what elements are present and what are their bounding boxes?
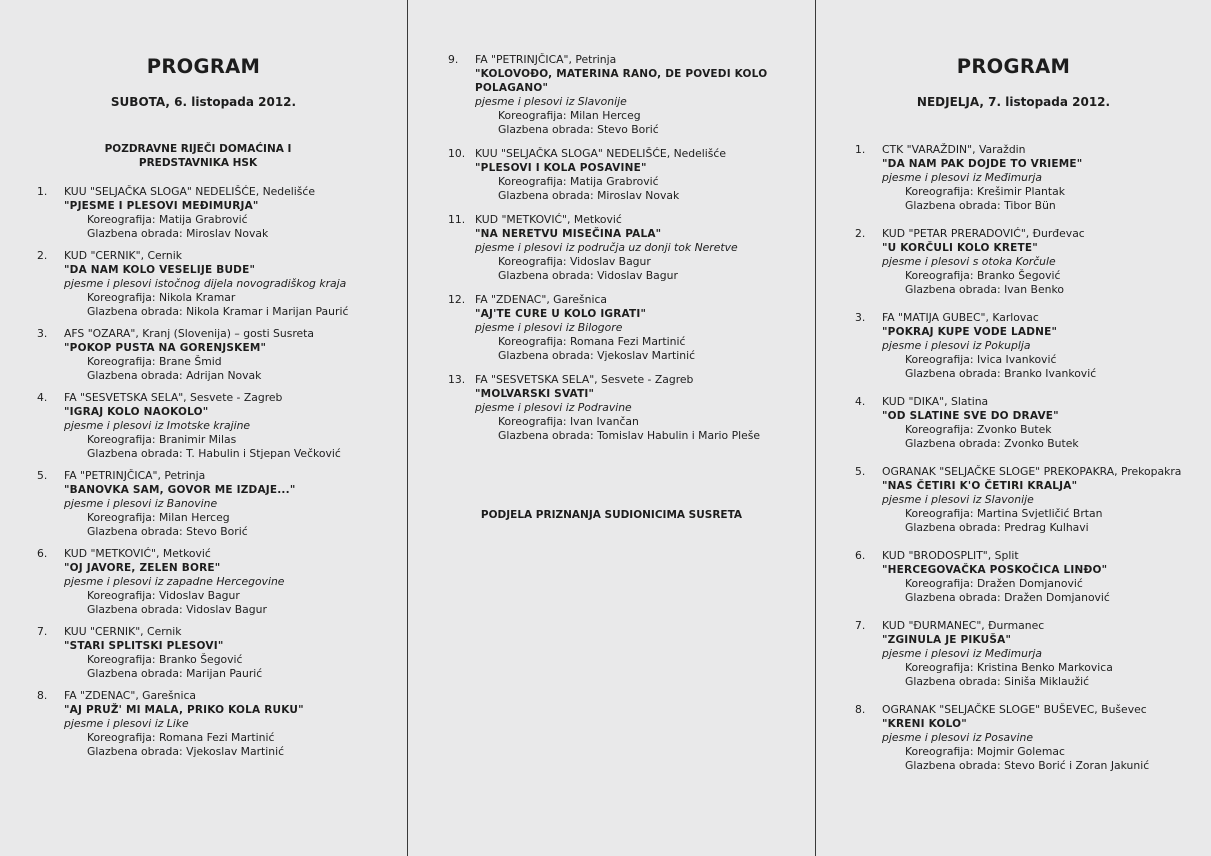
choreography-credit: Koreografija: Zvonko Butek bbox=[905, 423, 1052, 436]
entry-number: 2. bbox=[855, 227, 866, 240]
music-credit: Glazbena obrada: Stevo Borić bbox=[87, 525, 248, 538]
entry-number: 13. bbox=[448, 373, 466, 386]
music-credit: Glazbena obrada: Marijan Paurić bbox=[87, 667, 263, 680]
entry-number: 6. bbox=[37, 547, 48, 560]
ensemble-name: CTK "VARAŽDIN", Varaždin bbox=[882, 143, 1026, 156]
entry-number: 6. bbox=[855, 549, 866, 562]
ensemble-name: KUD "PETAR PRERADOVIĆ", Đurđevac bbox=[882, 227, 1085, 240]
music-credit: Glazbena obrada: Vjekoslav Martinić bbox=[498, 349, 696, 362]
performance-description: pjesme i plesovi iz Podravine bbox=[475, 401, 632, 414]
program-entry bbox=[855, 227, 1202, 297]
program-entry bbox=[855, 549, 1202, 605]
ensemble-name: KUU "SELJAČKA SLOGA" NEDELIŠĆE, Nedelišće bbox=[475, 147, 726, 160]
entry-number: 2. bbox=[37, 249, 48, 262]
choreography-credit: Koreografija: Nikola Kramar bbox=[87, 291, 236, 304]
performance-title: "POKOP PUSTA NA GORENJSKEM" bbox=[64, 342, 267, 354]
performance-title: "U KORČULI KOLO KRETE" bbox=[882, 242, 1038, 254]
program-list bbox=[37, 185, 404, 767]
saturday-panel bbox=[0, 0, 407, 856]
entry-number: 5. bbox=[37, 469, 48, 482]
ensemble-name: KUD "CERNIK", Cernik bbox=[64, 249, 182, 262]
entry-number: 8. bbox=[855, 703, 866, 716]
choreography-credit: Koreografija: Milan Herceg bbox=[498, 109, 641, 122]
performance-description: pjesme i plesovi iz Slavonije bbox=[475, 95, 627, 108]
performance-description: pjesme i plesovi iz Banovine bbox=[64, 497, 218, 510]
program-entry bbox=[37, 249, 404, 319]
choreography-credit: Koreografija: Vidoslav Bagur bbox=[498, 255, 651, 268]
ensemble-name: FA "PETRINJČICA", Petrinja bbox=[64, 469, 206, 482]
entry-number: 12. bbox=[448, 293, 466, 306]
ensemble-name: KUD "METKOVIĆ", Metković bbox=[64, 547, 211, 560]
performance-title: "NAS ČETIRI K'O ČETIRI KRALJA" bbox=[882, 480, 1078, 492]
ensemble-name: FA "MATIJA GUBEC", Karlovac bbox=[882, 311, 1039, 324]
choreography-credit: Koreografija: Matija Grabrović bbox=[87, 213, 248, 226]
performance-title: "AJ'TE CURE U KOLO IGRATI" bbox=[475, 308, 647, 320]
ensemble-name: KUD "ĐURMANEC", Đurmanec bbox=[882, 619, 1045, 632]
entry-number: 3. bbox=[855, 311, 866, 324]
performance-description: pjesme i plesovi iz Posavine bbox=[882, 731, 1034, 744]
choreography-credit: Koreografija: Mojmir Golemac bbox=[905, 745, 1065, 758]
ensemble-name: FA "SESVETSKA SELA", Sesvete - Zagreb bbox=[64, 391, 283, 404]
entry-number: 1. bbox=[37, 185, 48, 198]
program-entry bbox=[855, 143, 1202, 213]
entry-number: 4. bbox=[37, 391, 48, 404]
choreography-credit: Koreografija: Ivan Ivančan bbox=[498, 415, 639, 428]
date-line: SUBOTA, 6. listopada 2012. bbox=[110, 95, 297, 109]
ensemble-name: OGRANAK "SELJAČKE SLOGE" PREKOPAKRA, Prekopakra bbox=[882, 465, 1182, 478]
ensemble-name: KUD "DIKA", Slatina bbox=[882, 395, 989, 408]
program-entry bbox=[37, 625, 404, 681]
entry-number: 10. bbox=[448, 147, 466, 160]
program-entry bbox=[448, 147, 805, 203]
performance-description: pjesme i plesovi iz Bilogore bbox=[475, 321, 623, 334]
program-list bbox=[855, 143, 1202, 787]
performance-description: pjesme i plesovi iz Pokuplja bbox=[882, 339, 1031, 352]
ensemble-name: KUU "CERNIK", Cernik bbox=[64, 625, 182, 638]
entry-number: 3. bbox=[37, 327, 48, 340]
ensemble-name: FA "ZDENAC", Garešnica bbox=[475, 293, 608, 306]
ensemble-name: KUD "METKOVIĆ", Metković bbox=[475, 213, 622, 226]
ensemble-name: KUU "SELJAČKA SLOGA" NEDELIŠĆE, Nedelišće bbox=[64, 185, 315, 198]
music-credit: Glazbena obrada: Miroslav Novak bbox=[498, 189, 680, 202]
choreography-credit: Koreografija: Dražen Domjanović bbox=[905, 577, 1083, 590]
program-entry bbox=[37, 327, 404, 383]
performance-title: "KOLOVOĐO, MATERINA RANO, DE POVEDI KOLO POLAGANO" bbox=[475, 68, 768, 94]
music-credit: Glazbena obrada: Vjekoslav Martinić bbox=[87, 745, 285, 758]
entry-number: 8. bbox=[37, 689, 48, 702]
performance-title: "OD SLATINE SVE DO DRAVE" bbox=[882, 410, 1059, 422]
performance-title: "IGRAJ KOLO NAOKOLO" bbox=[64, 406, 209, 418]
choreography-credit: Koreografija: Romana Fezi Martinić bbox=[498, 335, 686, 348]
entry-number: 1. bbox=[855, 143, 866, 156]
music-credit: Glazbena obrada: Tomislav Habulin i Mario Pleše bbox=[498, 429, 761, 442]
music-credit: Glazbena obrada: T. Habulin i Stjepan Večković bbox=[87, 447, 341, 460]
performance-description: pjesme i plesovi iz područja uz donji tok Neretve bbox=[475, 241, 738, 254]
choreography-credit: Koreografija: Branko Šegović bbox=[87, 653, 243, 666]
performance-title: "ZGINULA JE PIKUŠA" bbox=[882, 634, 1012, 646]
program-entry bbox=[855, 395, 1202, 451]
performance-title: "POKRAJ KUPE VODE LADNE" bbox=[882, 326, 1058, 338]
choreography-credit: Koreografija: Martina Svjetličić Brtan bbox=[905, 507, 1103, 520]
program-entry bbox=[855, 619, 1202, 689]
performance-description: pjesme i plesovi s otoka Korčule bbox=[882, 255, 1056, 268]
choreography-credit: Koreografija: Branimir Milas bbox=[87, 433, 237, 446]
greeting-heading: POZDRAVNE RIJEČI DOMAĆINA I PREDSTAVNIKA HSK bbox=[104, 143, 292, 169]
program-entry bbox=[855, 311, 1202, 381]
program-title: PROGRAM bbox=[146, 55, 261, 78]
ensemble-name: FA "PETRINJČICA", Petrinja bbox=[475, 53, 617, 66]
choreography-credit: Koreografija: Branko Šegović bbox=[905, 269, 1061, 282]
performance-description: pjesme i plesovi iz Slavonije bbox=[882, 493, 1034, 506]
music-credit: Glazbena obrada: Tibor Bün bbox=[905, 199, 1056, 212]
choreography-credit: Koreografija: Brane Šmid bbox=[87, 355, 222, 368]
program-entry bbox=[855, 703, 1202, 773]
music-credit: Glazbena obrada: Vidoslav Bagur bbox=[498, 269, 678, 282]
performance-title: "DA NAM PAK DOJDE TO VRIEME" bbox=[882, 158, 1083, 170]
music-credit: Glazbena obrada: Zvonko Butek bbox=[905, 437, 1079, 450]
choreography-credit: Koreografija: Milan Herceg bbox=[87, 511, 230, 524]
performance-title: "PLESOVI I KOLA POSAVINE" bbox=[475, 162, 647, 174]
program-entry bbox=[37, 689, 404, 759]
choreography-credit: Koreografija: Kristina Benko Markovica bbox=[905, 661, 1113, 674]
music-credit: Glazbena obrada: Miroslav Novak bbox=[87, 227, 269, 240]
music-credit: Glazbena obrada: Dražen Domjanović bbox=[905, 591, 1110, 604]
program-list bbox=[448, 53, 805, 453]
performance-title: "NA NERETVU MISEČINA PALA" bbox=[475, 228, 662, 240]
program-entry bbox=[855, 465, 1202, 535]
date-line: NEDJELJA, 7. listopada 2012. bbox=[916, 95, 1111, 109]
program-entry bbox=[448, 293, 805, 363]
music-credit: Glazbena obrada: Siniša Miklaužić bbox=[905, 675, 1090, 688]
performance-description: pjesme i plesovi iz Like bbox=[64, 717, 189, 730]
performance-title: "PJESME I PLESOVI MEĐIMURJA" bbox=[64, 200, 259, 212]
program-entry bbox=[448, 53, 805, 137]
program-entry bbox=[37, 391, 404, 461]
program-entry bbox=[448, 213, 805, 283]
closing-item: PODJELA PRIZNANJA SUDIONICIMA SUSRETA bbox=[480, 509, 743, 521]
performance-title: "DA NAM KOLO VESELIJE BUDE" bbox=[64, 264, 256, 276]
performance-title: "KRENI KOLO" bbox=[882, 718, 967, 730]
performance-description: pjesme i plesovi istočnog dijela novogradiškog kraja bbox=[64, 277, 347, 290]
continuation-panel bbox=[408, 0, 815, 856]
music-credit: Glazbena obrada: Ivan Benko bbox=[905, 283, 1064, 296]
ensemble-name: FA "SESVETSKA SELA", Sesvete - Zagreb bbox=[475, 373, 694, 386]
choreography-credit: Koreografija: Romana Fezi Martinić bbox=[87, 731, 275, 744]
program-entry bbox=[448, 373, 805, 443]
performance-description: pjesme i plesovi iz Međimurja bbox=[882, 171, 1043, 184]
music-credit: Glazbena obrada: Stevo Borić i Zoran Jakunić bbox=[905, 759, 1150, 772]
choreography-credit: Koreografija: Ivica Ivanković bbox=[905, 353, 1057, 366]
ensemble-name: KUD "BRODOSPLIT", Split bbox=[882, 549, 1019, 562]
performance-description: pjesme i plesovi iz Međimurja bbox=[882, 647, 1043, 660]
performance-description: pjesme i plesovi iz Imotske krajine bbox=[64, 419, 251, 432]
choreography-credit: Koreografija: Matija Grabrović bbox=[498, 175, 659, 188]
program-title: PROGRAM bbox=[956, 55, 1071, 78]
performance-title: "AJ PRUŽ' MI MALA, PRIKO KOLA RUKU" bbox=[64, 704, 304, 716]
sunday-panel bbox=[816, 0, 1211, 856]
entry-number: 5. bbox=[855, 465, 866, 478]
entry-number: 11. bbox=[448, 213, 466, 226]
choreography-credit: Koreografija: Vidoslav Bagur bbox=[87, 589, 240, 602]
entry-number: 7. bbox=[855, 619, 866, 632]
performance-description: pjesme i plesovi iz zapadne Hercegovine bbox=[64, 575, 285, 588]
ensemble-name: FA "ZDENAC", Garešnica bbox=[64, 689, 197, 702]
performance-title: "MOLVARSKI SVATI" bbox=[475, 388, 595, 400]
program-entry bbox=[37, 547, 404, 617]
performance-title: "BANOVKA SAM, GOVOR ME IZDAJE..." bbox=[64, 484, 296, 496]
ensemble-name: OGRANAK "SELJAČKE SLOGE" BUŠEVEC, Buševec bbox=[882, 703, 1147, 716]
program-entry bbox=[37, 469, 404, 539]
performance-title: "OJ JAVORE, ZELEN BORE" bbox=[64, 562, 221, 574]
music-credit: Glazbena obrada: Branko Ivanković bbox=[905, 367, 1097, 380]
music-credit: Glazbena obrada: Predrag Kulhavi bbox=[905, 521, 1089, 534]
program-entry bbox=[37, 185, 404, 241]
performance-title: "HERCEGOVAČKA POSKOČICA LINĐO" bbox=[882, 564, 1108, 576]
performance-title: "STARI SPLITSKI PLESOVI" bbox=[64, 640, 224, 652]
music-credit: Glazbena obrada: Vidoslav Bagur bbox=[87, 603, 267, 616]
choreography-credit: Koreografija: Krešimir Plantak bbox=[905, 185, 1066, 198]
music-credit: Glazbena obrada: Adrijan Novak bbox=[87, 369, 262, 382]
music-credit: Glazbena obrada: Stevo Borić bbox=[498, 123, 659, 136]
entry-number: 4. bbox=[855, 395, 866, 408]
entry-number: 7. bbox=[37, 625, 48, 638]
entry-number: 9. bbox=[448, 53, 459, 66]
music-credit: Glazbena obrada: Nikola Kramar i Marijan Paurić bbox=[87, 305, 349, 318]
ensemble-name: AFS "OZARA", Kranj (Slovenija) – gosti Susreta bbox=[64, 327, 315, 340]
